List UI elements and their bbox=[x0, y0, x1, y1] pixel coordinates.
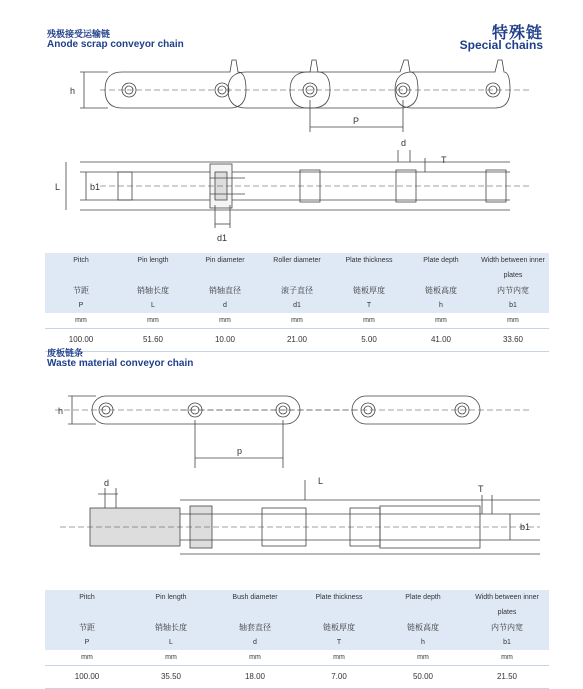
column-header-cn: 节距 bbox=[79, 623, 95, 632]
spec-table-header bbox=[45, 590, 549, 650]
column-unit: mm bbox=[435, 317, 447, 324]
dim-d: d bbox=[104, 478, 110, 488]
column-unit: mm bbox=[75, 317, 87, 324]
column-symbol: h bbox=[439, 302, 443, 309]
dim-l: L bbox=[318, 476, 324, 486]
anode-chain-drawing bbox=[0, 0, 583, 250]
table-cell-value: 21.50 bbox=[496, 672, 518, 681]
dim-h: h bbox=[58, 406, 64, 416]
table-cell-value: 33.60 bbox=[502, 335, 524, 344]
column-unit: mm bbox=[501, 654, 513, 661]
column-symbol: h bbox=[421, 639, 425, 646]
column-unit: mm bbox=[165, 654, 177, 661]
table-cell-value: 18.00 bbox=[244, 672, 266, 681]
column-symbol: d bbox=[253, 639, 257, 646]
table-cell-value: 41.00 bbox=[430, 335, 452, 344]
section2-title-en: Waste material conveyor chain bbox=[47, 358, 194, 369]
table-cell-value: 10.00 bbox=[214, 335, 236, 344]
column-header-en: Plate depth bbox=[405, 594, 441, 601]
column-unit: mm bbox=[417, 654, 429, 661]
column-header-en: Pin length bbox=[155, 594, 187, 601]
column-header-en: Roller diameter bbox=[273, 257, 321, 264]
column-header-cn: 节距 bbox=[73, 286, 89, 295]
column-header-en: Plate depth bbox=[423, 257, 459, 264]
table-cell-value: 100.00 bbox=[68, 335, 94, 344]
column-symbol: d bbox=[223, 302, 227, 309]
column-symbol: d1 bbox=[293, 302, 301, 309]
table-cell-value: 7.00 bbox=[331, 672, 347, 681]
page-title-cn: 特殊链 bbox=[491, 25, 543, 42]
table-cell-value: 50.00 bbox=[412, 672, 434, 681]
column-header-en: Plate thickness bbox=[315, 594, 363, 601]
dim-l: L bbox=[55, 182, 61, 192]
column-header-en: Pin diameter bbox=[205, 257, 245, 264]
section1-title-cn: 残极接受运输链 bbox=[47, 29, 111, 39]
column-header-en: Pin length bbox=[137, 257, 169, 264]
table-cell-value: 21.00 bbox=[286, 335, 308, 344]
column-unit: mm bbox=[333, 654, 345, 661]
spec-table-waste bbox=[45, 590, 549, 689]
column-header-cn: 链板高度 bbox=[407, 623, 439, 632]
dim-d1: d1 bbox=[217, 233, 228, 243]
column-symbol: b1 bbox=[503, 639, 511, 646]
column-header-cn: 销轴长度 bbox=[155, 623, 187, 632]
table-cell-value: 5.00 bbox=[361, 335, 377, 344]
column-unit: mm bbox=[147, 317, 159, 324]
column-unit: mm bbox=[507, 317, 519, 324]
column-header-cn: 内节内宽 bbox=[497, 286, 529, 295]
column-symbol: P bbox=[78, 302, 84, 309]
spec-table-anode bbox=[45, 253, 549, 352]
dim-t: T bbox=[441, 155, 447, 165]
dim-d: d bbox=[401, 138, 407, 148]
section1-title-en: Anode scrap conveyor chain bbox=[47, 39, 184, 50]
table-cell-value: 35.50 bbox=[160, 672, 182, 681]
page-title-en: Special chains bbox=[459, 38, 543, 52]
dim-p: p bbox=[237, 446, 243, 456]
column-header-cn: 销轴直径 bbox=[209, 286, 241, 295]
column-symbol: T bbox=[366, 302, 372, 309]
column-symbol: T bbox=[336, 639, 342, 646]
column-header-cn: 链板厚度 bbox=[353, 286, 385, 295]
column-header-cn: 链板厚度 bbox=[323, 623, 355, 632]
column-header-en: Bush diameter bbox=[232, 594, 278, 601]
column-symbol: b1 bbox=[509, 302, 517, 309]
column-header-en: Width between inner plates bbox=[475, 594, 539, 616]
dim-h: h bbox=[70, 86, 76, 96]
waste-chain-drawing bbox=[0, 370, 583, 582]
column-header-en: Pitch bbox=[73, 257, 89, 264]
column-unit: mm bbox=[249, 654, 261, 661]
column-header-cn: 内节内宽 bbox=[491, 623, 523, 632]
column-header-cn: 链板高度 bbox=[425, 286, 457, 295]
column-header-en: Plate thickness bbox=[345, 257, 393, 264]
section2-title-cn: 废板链条 bbox=[47, 348, 84, 358]
column-unit: mm bbox=[81, 654, 93, 661]
column-unit: mm bbox=[363, 317, 375, 324]
column-unit: mm bbox=[291, 317, 303, 324]
dim-t: T bbox=[478, 484, 484, 494]
dim-b1: b1 bbox=[90, 182, 101, 192]
table-cell-value: 100.00 bbox=[74, 672, 100, 681]
column-header-cn: 销轴长度 bbox=[137, 286, 169, 295]
table-cell-value: 51.60 bbox=[142, 335, 164, 344]
column-header-en: Width between inner plates bbox=[481, 257, 545, 279]
column-symbol: L bbox=[169, 639, 173, 646]
dim-p: P bbox=[353, 116, 360, 126]
column-header-cn: 轴套直径 bbox=[239, 623, 271, 632]
dim-b1: b1 bbox=[520, 522, 531, 532]
column-unit: mm bbox=[219, 317, 231, 324]
column-header-cn: 滚子直径 bbox=[281, 286, 313, 295]
column-symbol: L bbox=[151, 302, 155, 309]
column-header-en: Pitch bbox=[79, 594, 95, 601]
column-symbol: P bbox=[84, 639, 90, 646]
spec-table-header bbox=[45, 253, 549, 313]
